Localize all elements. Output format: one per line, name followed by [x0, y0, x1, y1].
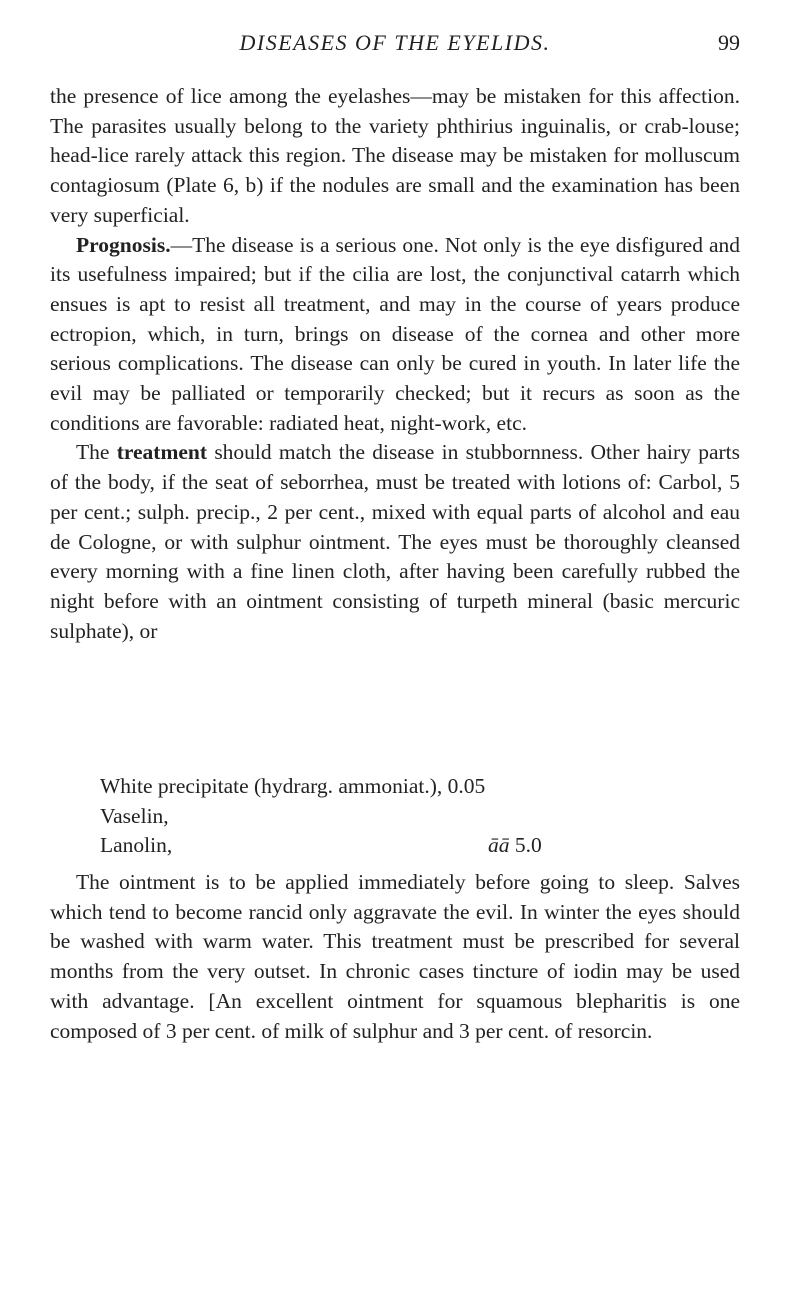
- formula-line-white-precipitate: White precipitate (hydrarg. ammoniat.), 0.05: [100, 774, 486, 798]
- paragraph-treatment: [50, 438, 740, 646]
- prognosis-text: —The disease is a serious one. Not only is the eye disfigured and its usefulness impaired; but if the cilia are lost, the conjunctival catarrh which ensues is apt to resist all treatment, and may in the course of years produce ectropion, which, in turn, brings on disease of the cornea and other more serious complications. The disease can only be cured in youth. In later life the evil may be palliated or temporarily checked; but it recurs as soon as the conditions are favorable: radiated heat, night-work, etc.: [50, 232, 740, 435]
- formula-quantity-value: 5.0: [514, 833, 542, 857]
- prognosis-heading: Prognosis.: [76, 232, 171, 257]
- body-text: [50, 82, 740, 646]
- treatment-lead: The: [76, 440, 117, 465]
- treatment-heading: treatment: [116, 440, 208, 465]
- formula-line-lanolin: [100, 831, 660, 861]
- formula-lanolin-quantity: [488, 831, 542, 861]
- formula-lanolin-label: Lanolin,: [100, 833, 173, 857]
- paragraph-prognosis: [50, 231, 740, 439]
- page-number: 99: [718, 30, 740, 55]
- body-text-continued: [50, 868, 740, 1046]
- paragraph-lice: the presence of lice among the eyelashes—may be mistaken for this affection. The parasites usually belong to the variety phthirius inguinalis, or crab-louse; head-lice rarely attack this region. The disease may be mistaken for molluscum contagiosum (Plate 6, b) if the nodules are small and the examination has been very superficial.: [50, 84, 740, 227]
- treatment-text: should match the disease in stubbornness. Other hairy parts of the body, if the seat of seborrhea, must be treated with lotions of: Carbol, 5 per cent.; sulph. precip., 2 per cent., mixed with equal parts of alcohol and eau de Cologne, or with sulphur ointment. The eyes must be thoroughly cleansed every morning with a fine linen cloth, after having been carefully rubbed the night before with an ointment consisting of turpeth mineral (basic mercuric sulphate), or: [50, 440, 740, 643]
- running-head-title: DISEASES OF THE EYELIDS.: [239, 30, 551, 55]
- formula-ana-abbreviation: āā: [488, 833, 510, 857]
- paragraph-application: The ointment is to be applied immediately before going to sleep. Salves which tend to become rancid only aggravate the evil. In winter the eyes should be washed with warm water. This treatment must be prescribed for several months from the very outset. In chronic cases tincture of iodin may be used with advantage. [An excellent ointment for squamous blepharitis is one composed of 3 per cent. of milk of sulphur and 3 per cent. of resorcin.: [50, 870, 740, 1043]
- formula-line-vaselin: Vaselin,: [100, 803, 169, 828]
- ointment-formula: [100, 772, 660, 861]
- running-head: [50, 30, 740, 60]
